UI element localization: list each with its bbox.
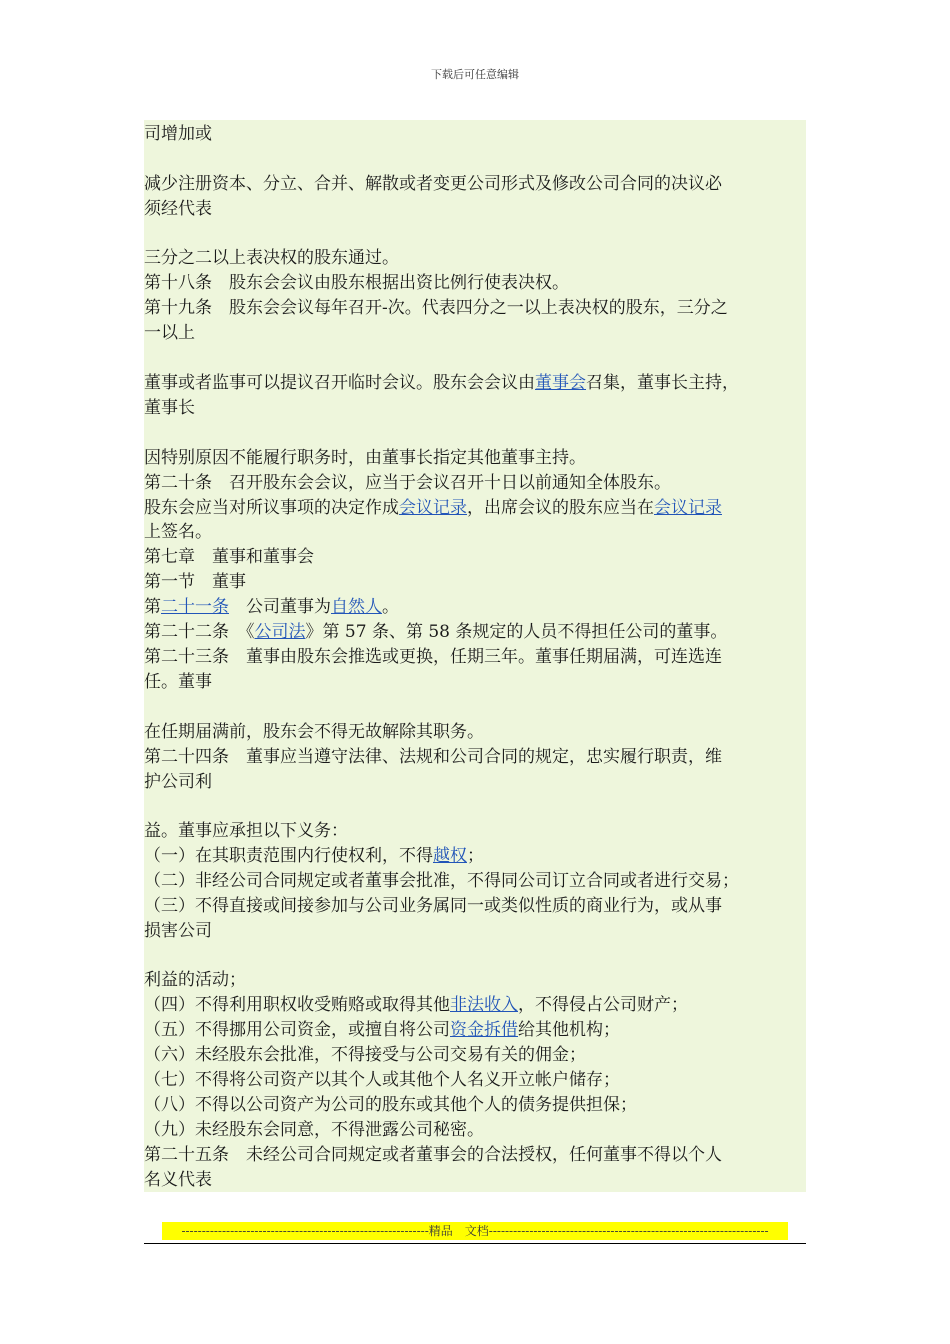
footer-banner: -------------------------------------------------------------精品 文档--------------------------------------------------------------------- xyxy=(162,1222,788,1240)
link-meeting-minutes[interactable]: 会议记录 xyxy=(399,498,467,518)
text-line: 第二十三条 董事由股东会推选或更换，任期三年。董事任期届满，可连选连 xyxy=(144,647,722,667)
text-span: ，不得侵占公司财产； xyxy=(518,995,688,1015)
text-line: （七）不得将公司资产以其个人或其他个人名义开立帐户储存； xyxy=(144,1070,620,1090)
text-line: 一以上 xyxy=(144,323,195,343)
text-line xyxy=(144,371,806,395)
text-line: 因特别原因不能履行职务时，由董事长指定其他董事主持。 xyxy=(144,448,586,468)
text-line: 减少注册资本、分立、合并、解散或者变更公司形式及修改公司合同的决议必 xyxy=(144,174,722,194)
text-line: 须经代表 xyxy=(144,199,212,219)
text-line: 三分之二以上表决权的股东通过。 xyxy=(144,248,399,268)
text-line: 董事长 xyxy=(144,398,195,418)
text-span: 公司董事为 xyxy=(229,597,331,617)
text-span: 第二十二条 《 xyxy=(144,622,255,642)
link-overstep[interactable]: 越权 xyxy=(433,846,467,866)
text-line xyxy=(144,993,806,1017)
link-fund-lending[interactable]: 资金拆借 xyxy=(450,1020,518,1040)
text-span: 。 xyxy=(382,597,399,617)
text-line: 上签名。 xyxy=(144,522,212,542)
section-heading: 第一节 董事 xyxy=(144,572,246,592)
text-span: ，出席会议的股东应当在 xyxy=(467,498,654,518)
text-line: 益。董事应承担以下义务： xyxy=(144,821,348,841)
chapter-heading: 第七章 董事和董事会 xyxy=(144,547,314,567)
footer-divider xyxy=(144,1243,806,1244)
text-span: （一）在其职责范围内行使权利，不得 xyxy=(144,846,433,866)
link-illegal-income[interactable]: 非法收入 xyxy=(450,995,518,1015)
page-header: 下载后可任意编辑 xyxy=(431,68,519,81)
text-line: 第十九条 股东会会议每年召开-次。代表四分之一以上表决权的股东，三分之 xyxy=(144,298,728,318)
text-line: 第二十五条 未经公司合同规定或者董事会的合法授权，任何董事不得以个人 xyxy=(144,1145,722,1165)
text-span: （五）不得挪用公司资金，或擅自将公司 xyxy=(144,1020,450,1040)
text-line: （九）未经股东会同意，不得泄露公司秘密。 xyxy=(144,1120,484,1140)
text-line: 第二十条 召开股东会会议，应当于会议召开十日以前通知全体股东。 xyxy=(144,473,671,493)
text-span: 召集，董事长主持， xyxy=(586,373,739,393)
text-line: 损害公司 xyxy=(144,921,212,941)
link-meeting-minutes[interactable]: 会议记录 xyxy=(654,498,722,518)
text-line xyxy=(144,844,806,868)
text-line: 名义代表 xyxy=(144,1170,212,1190)
text-line xyxy=(144,1018,806,1042)
text-line: （二）非经公司合同规定或者董事会批准，不得同公司订立合同或者进行交易； xyxy=(144,871,739,891)
link-company-law[interactable]: 公司法 xyxy=(254,622,306,642)
text-span: （四）不得利用职权收受贿赂或取得其他 xyxy=(144,995,450,1015)
text-line: （八）不得以公司资产为公司的股东或其他个人的债务提供担保； xyxy=(144,1095,637,1115)
text-span: 》第 57 条、第 58 条规定的人员不得担任公司的董事。 xyxy=(305,622,728,642)
text-span: 第 xyxy=(144,597,161,617)
text-line: 在任期届满前，股东会不得无故解除其职务。 xyxy=(144,722,484,742)
text-line: 第十八条 股东会会议由股东根据出资比例行使表决权。 xyxy=(144,273,569,293)
text-line: 护公司利 xyxy=(144,772,212,792)
text-line: （三）不得直接或间接参加与公司业务属同一或类似性质的商业行为，或从事 xyxy=(144,896,722,916)
link-board[interactable]: 董事会 xyxy=(535,373,586,393)
text-span: ； xyxy=(467,846,484,866)
text-line: （六）未经股东会批准，不得接受与公司交易有关的佣金； xyxy=(144,1045,586,1065)
text-span: 股东会应当对所议事项的决定作成 xyxy=(144,498,399,518)
text-line: 司增加或 xyxy=(144,124,212,144)
text-span: 给其他机构； xyxy=(518,1020,620,1040)
text-line: 第二十四条 董事应当遵守法律、法规和公司合同的规定，忠实履行职责，维 xyxy=(144,747,722,767)
text-line xyxy=(144,496,806,520)
link-natural-person[interactable]: 自然人 xyxy=(331,597,382,617)
text-line xyxy=(144,620,806,644)
text-line xyxy=(144,595,806,619)
document-body xyxy=(144,120,806,1192)
text-line: 任。董事 xyxy=(144,672,212,692)
link-article-21[interactable]: 二十一条 xyxy=(161,597,229,617)
text-span: 董事或者监事可以提议召开临时会议。股东会会议由 xyxy=(144,373,535,393)
text-line: 利益的活动； xyxy=(144,970,246,990)
